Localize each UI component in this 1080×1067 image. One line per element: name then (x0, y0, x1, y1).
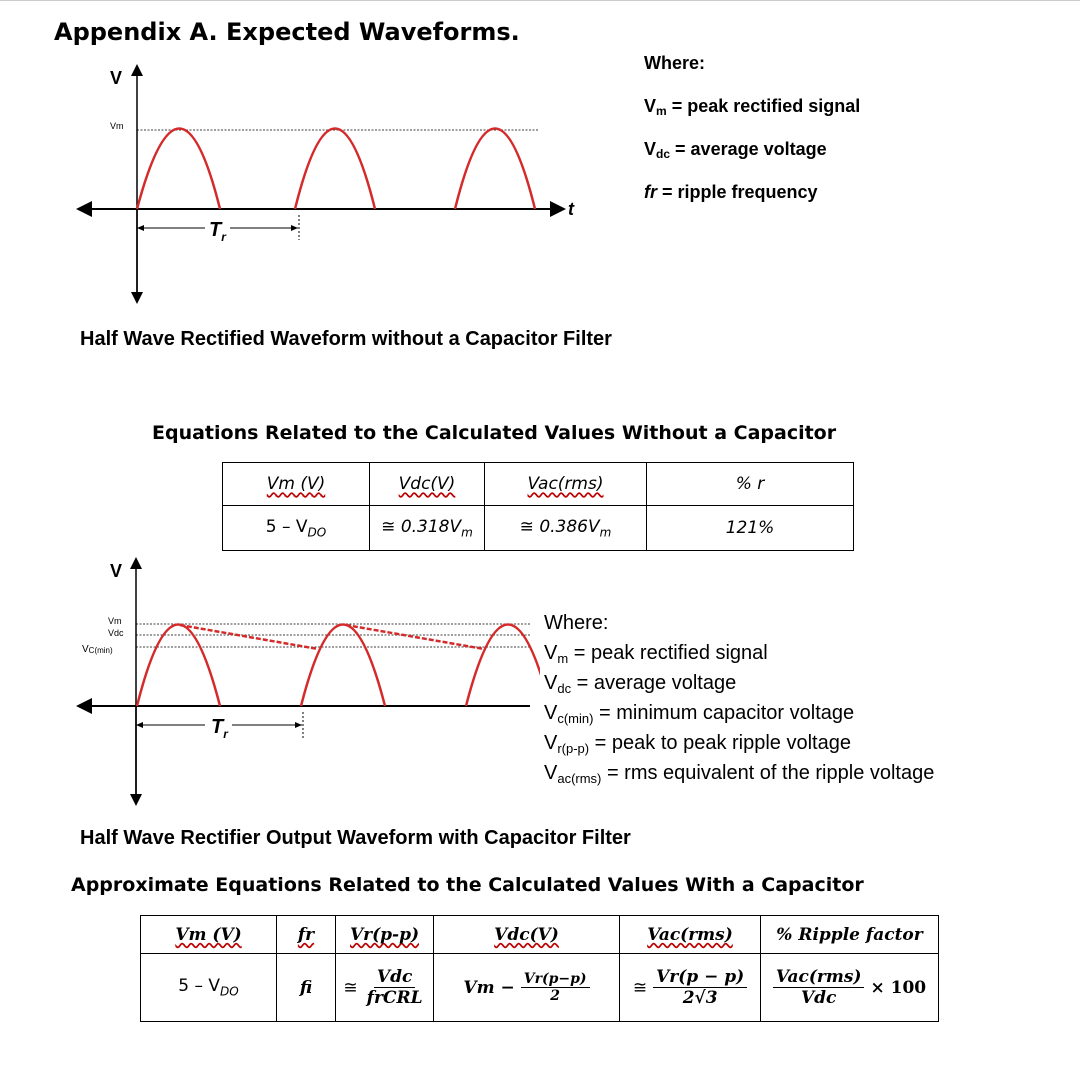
half-wave-pulse (455, 129, 535, 210)
col-header-vdc: Vdc(V) (370, 463, 485, 506)
cell-vm: $5 - V_{DO}$ (141, 954, 277, 1022)
cell-vdc: ≅ $0.318V_m$ (370, 506, 485, 551)
legend-vm: $V_m$ = peak rectified signal (644, 96, 861, 118)
legend-vdc: $V_{dc}$ = average voltage (644, 139, 827, 161)
capacitor-discharge-line (346, 625, 484, 649)
col-header-vac: Vac(rms) (485, 463, 647, 506)
vdc-tick-label: Vdc (108, 628, 124, 638)
cell-fr: fi (277, 954, 336, 1022)
vm-tick-label: Vm (108, 616, 122, 626)
legend-vm: $V_m$ = peak rectified signal (544, 642, 768, 666)
legend-top (644, 42, 860, 214)
table-with-capacitor (140, 915, 939, 1022)
cell-vdc: Vm − $\frac{Vr(p-p)}{2}$ (434, 954, 620, 1022)
cell-vrpp: ≅ $\frac{\text{Vdc}}{\text{frCRL}}$ (336, 954, 434, 1022)
capacitor-discharge-line (180, 625, 318, 649)
col-header-ripple: % r (647, 463, 854, 506)
col-header-vrpp: Vr(p-p) (336, 916, 434, 954)
table2-heading: Approximate Equations Related to the Calculated Values With a Capacitor (71, 874, 864, 896)
legend-vdc: $V_{dc}$ = average voltage (544, 672, 737, 696)
col-header-ripple-factor: % Ripple factor (761, 916, 939, 954)
legend-heading: Where: (644, 53, 706, 73)
t-label: t (568, 199, 574, 219)
figure2-caption: Half Wave Rectifier Output Waveform with Capacitor Filter (80, 827, 631, 849)
col-header-vdc: Vdc(V) (434, 916, 620, 954)
vcmin-tick-label: VC(min) (82, 644, 113, 655)
legend-fr: fr = ripple frequency (644, 182, 818, 202)
y-axis-label: V (110, 68, 123, 88)
col-header-vm: Vm (V) (223, 463, 370, 506)
cell-vac: ≅ $0.386V_m$ (485, 506, 647, 551)
vm-tick-label: Vm (110, 121, 124, 131)
y-axis-label: V (110, 561, 123, 581)
table-without-capacitor (222, 462, 854, 551)
cell-ripple-factor: $\frac{\text{Vac(rms)}}{\text{Vdc}}$ × 100 (761, 954, 939, 1022)
table1-heading: Equations Related to the Calculated Values Without a Capacitor (152, 422, 837, 444)
legend-vcmin: $V_{c(min)}$ = minimum capacitor voltage (544, 702, 855, 726)
half-wave-pulse (466, 625, 540, 707)
waveform-with-capacitor (70, 555, 540, 810)
figure1-caption: Half Wave Rectified Waveform without a Capacitor Filter (80, 328, 612, 350)
waveform-no-capacitor (70, 60, 590, 310)
half-wave-pulse (137, 625, 220, 707)
period-label: $T_r$ (211, 716, 228, 741)
col-header-vac: Vac(rms) (620, 916, 761, 954)
half-wave-pulse (301, 625, 385, 707)
period-label: $T_r$ (209, 219, 226, 244)
cell-ripple: 121% (647, 506, 854, 551)
col-header-fr: fr (277, 916, 336, 954)
col-header-vm: Vm (V) (141, 916, 277, 954)
cell-vac: ≅ $\frac{Vr(p - p)}{2√3}$ (620, 954, 761, 1022)
legend-heading: Where: (544, 612, 609, 634)
legend-vrpp: $V_{r(p-p)}$ = peak to peak ripple voltage (544, 732, 851, 756)
cell-vm: $5 - V_{DO}$ (223, 506, 370, 551)
legend-bottom (544, 608, 934, 788)
page-title: Appendix A. Expected Waveforms. (54, 18, 520, 46)
half-wave-pulse (295, 129, 375, 210)
top-border (0, 0, 1080, 1)
legend-vacrms: $V_{ac(rms)}$ = rms equivalent of the ripple voltage (544, 762, 935, 786)
half-wave-pulse (137, 129, 220, 210)
